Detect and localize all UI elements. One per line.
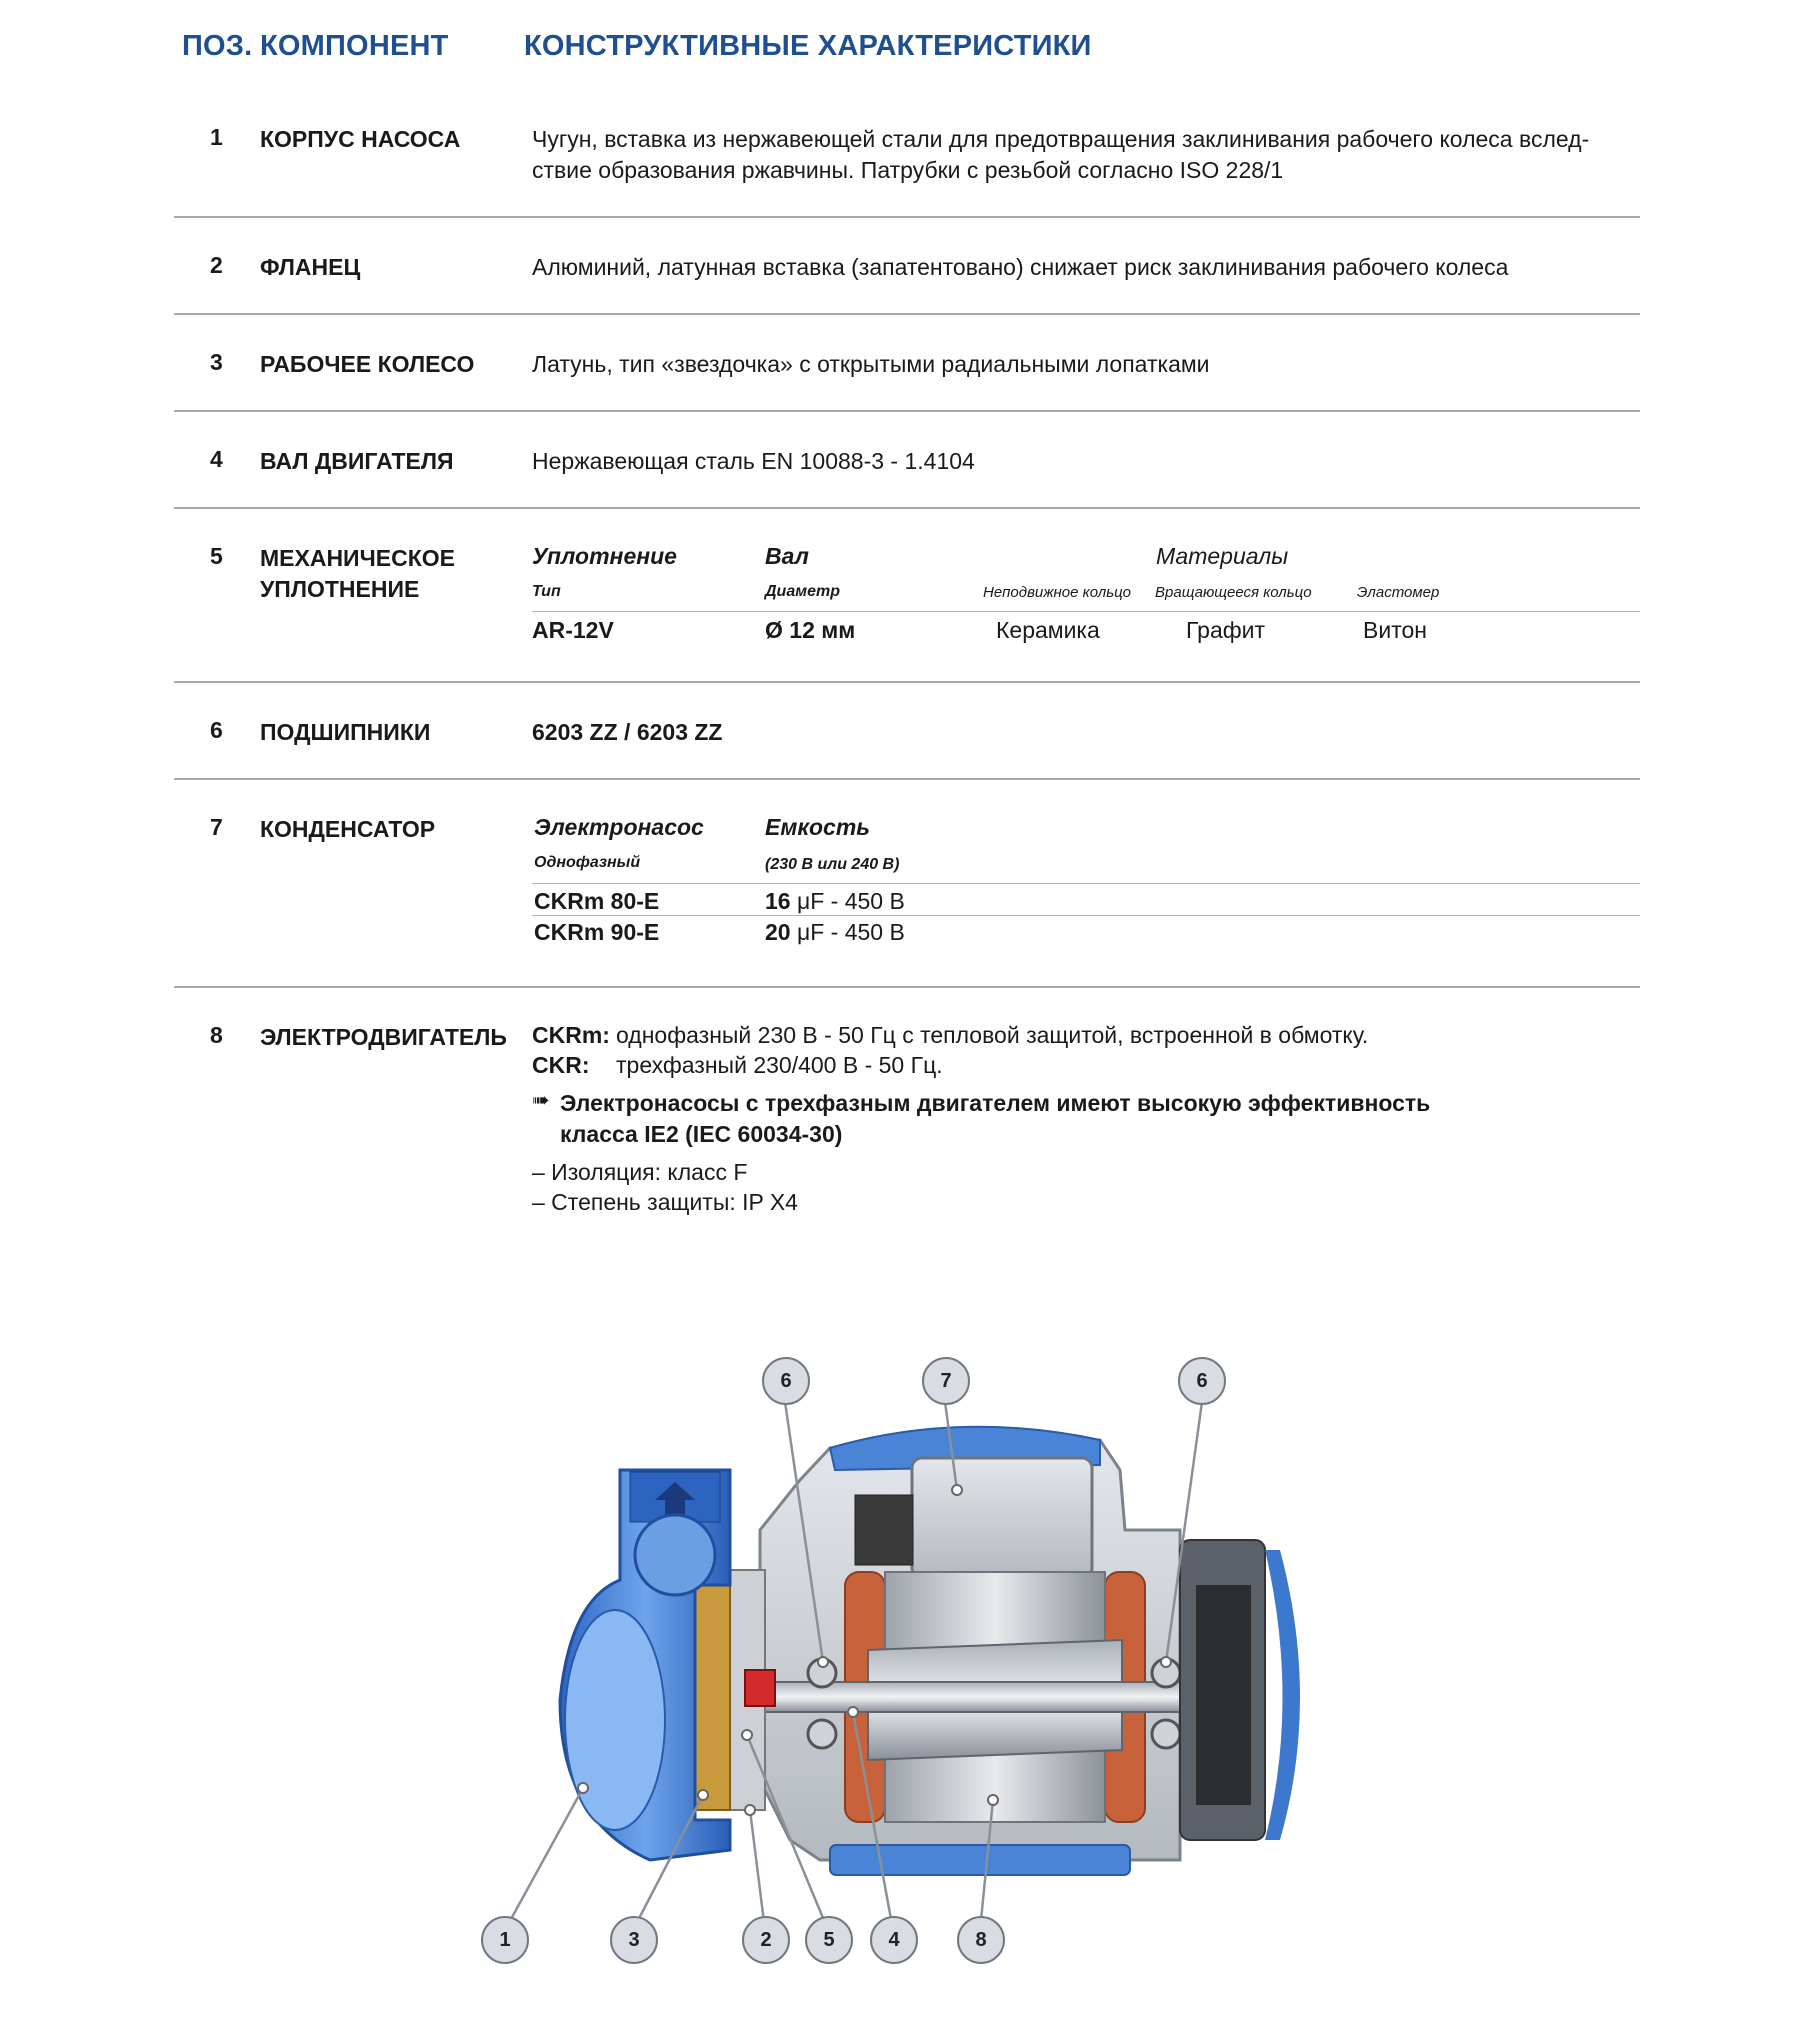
row-number: 1	[210, 124, 223, 150]
motor-efficiency-note	[560, 1088, 1430, 1150]
component-description: Латунь, тип «звездочка» с открытыми радиальными лопатками	[532, 351, 1210, 377]
cap-row-rule	[532, 915, 1640, 916]
separator	[174, 507, 1640, 509]
cap-row1-number: 16	[765, 888, 791, 914]
cap-header-pump: Электронасос	[534, 814, 704, 840]
cap-row1-value	[765, 888, 905, 915]
seal-sub-elastomer: Эластомер	[1357, 584, 1440, 601]
component-name: ПОДШИПНИКИ	[260, 719, 431, 745]
seal-sub-diameter: Диаметр	[765, 583, 840, 600]
callout-4: 4	[870, 1916, 918, 1964]
separator	[174, 778, 1640, 780]
seal-value-type: AR-12V	[532, 617, 614, 643]
row-number: 5	[210, 543, 223, 569]
motor-key-ckr: CKR:	[532, 1052, 590, 1078]
component-name: ВАЛ ДВИГАТЕЛЯ	[260, 448, 454, 474]
cap-sub-capacity: (230 В или 240 В)	[765, 856, 900, 873]
component-description: Нержавеющая сталь EN 10088-3 - 1.4104	[532, 448, 975, 474]
arrow-icon: ➠	[532, 1089, 550, 1112]
seal-header-shaft: Вал	[765, 543, 809, 569]
cap-row2-unit: μF - 450 В	[790, 919, 905, 945]
seal-sub-type: Тип	[532, 583, 561, 600]
seal-table-rule	[532, 611, 1640, 612]
callout-1: 1	[481, 1916, 529, 1964]
seal-header-materials: Материалы	[1156, 543, 1289, 569]
motor-insulation: – Изоляция: класс F	[532, 1159, 748, 1185]
inlet-port	[635, 1515, 715, 1595]
separator	[174, 986, 1640, 988]
seal-sub-stationary: Неподвижное кольцо	[983, 584, 1132, 601]
component-line-2: УПЛОТНЕНИЕ	[260, 576, 420, 602]
pump-volute	[565, 1610, 665, 1830]
header-pos: ПОЗ.	[182, 30, 253, 62]
component-line-1: МЕХАНИЧЕСКОЕ	[260, 545, 455, 571]
motor-rear-blue	[1265, 1550, 1300, 1840]
callout-8: 8	[957, 1916, 1005, 1964]
row-number: 2	[210, 252, 223, 278]
header-component: КОМПОНЕНТ	[260, 30, 449, 62]
note-line-1: Электронасосы с трехфазным двигателем имеют высокую эффективность	[560, 1090, 1431, 1116]
cap-row1-unit: μF - 450 В	[790, 888, 905, 914]
terminal-block	[855, 1495, 913, 1565]
row-number: 7	[210, 814, 223, 840]
mechanical-seal	[745, 1670, 775, 1706]
callout-6-left: 6	[762, 1357, 810, 1405]
component-name: КОРПУС НАСОСА	[260, 126, 461, 152]
pump-cutaway-diagram	[0, 1340, 1812, 2020]
row-number: 8	[210, 1022, 223, 1048]
seal-value-stationary: Керамика	[996, 617, 1100, 643]
cap-row2-value	[765, 919, 905, 946]
callout-6-right: 6	[1178, 1357, 1226, 1405]
cap-row2-model: CKRm 90-E	[534, 919, 660, 945]
component-name: КОНДЕНСАТОР	[260, 816, 436, 842]
component-description	[532, 124, 1642, 186]
cap-header-capacity: Емкость	[765, 814, 870, 840]
row-number: 4	[210, 446, 223, 472]
callout-7: 7	[922, 1357, 970, 1405]
cap-row1-model: CKRm 80-E	[534, 888, 660, 914]
header-characteristics: КОНСТРУКТИВНЫЕ ХАРАКТЕРИСТИКИ	[524, 30, 1092, 62]
cap-sub-pump: Однофазный	[534, 854, 641, 871]
desc-line-1: Чугун, вставка из нержавеющей стали для предотвращения заклинивания рабочего колеса вслед-	[532, 126, 1590, 152]
motor-base	[830, 1845, 1130, 1875]
component-name: ЭЛЕКТРОДВИГАТЕЛЬ	[260, 1024, 507, 1050]
motor-protection: – Степень защиты: IP X4	[532, 1189, 798, 1215]
seal-sub-rotating: Вращающееся кольцо	[1155, 584, 1312, 601]
fan-blades	[1196, 1585, 1251, 1805]
seal-value-rotating: Графит	[1186, 617, 1266, 643]
motor-text-ckrm: однофазный 230 В - 50 Гц с тепловой защитой, встроенной в обмотку.	[616, 1022, 1369, 1048]
component-description: Алюминий, латунная вставка (запатентовано) снижает риск заклинивания рабочего колеса	[532, 254, 1509, 280]
seal-value-elastomer: Витон	[1363, 617, 1427, 643]
bearing-front-lower	[808, 1720, 836, 1748]
capacitor-body	[912, 1458, 1092, 1578]
component-name: РАБОЧЕЕ КОЛЕСО	[260, 351, 475, 377]
motor-text-ckr: трехфазный 230/400 В - 50 Гц.	[616, 1052, 943, 1078]
row-number: 3	[210, 349, 223, 375]
seal-value-diameter: Ø 12 мм	[765, 617, 856, 643]
separator	[174, 681, 1640, 683]
cap-row2-number: 20	[765, 919, 791, 945]
callout-3: 3	[610, 1916, 658, 1964]
separator	[174, 410, 1640, 412]
callout-5: 5	[805, 1916, 853, 1964]
motor-key-ckrm: CKRm:	[532, 1022, 610, 1048]
desc-line-2: ствие образования ржавчины. Патрубки с резьбой согласно ISO 228/1	[532, 157, 1284, 183]
note-line-2: класса IE2 (IEC 60034-30)	[560, 1121, 843, 1147]
component-name	[260, 543, 455, 605]
seal-header-seal: Уплотнение	[532, 543, 677, 569]
component-description: 6203 ZZ / 6203 ZZ	[532, 719, 723, 745]
callout-2: 2	[742, 1916, 790, 1964]
separator	[174, 313, 1640, 315]
component-name: ФЛАНЕЦ	[260, 254, 361, 280]
separator	[174, 216, 1640, 218]
bearing-rear-lower	[1152, 1720, 1180, 1748]
row-number: 6	[210, 717, 223, 743]
cap-table-rule	[532, 883, 1640, 884]
